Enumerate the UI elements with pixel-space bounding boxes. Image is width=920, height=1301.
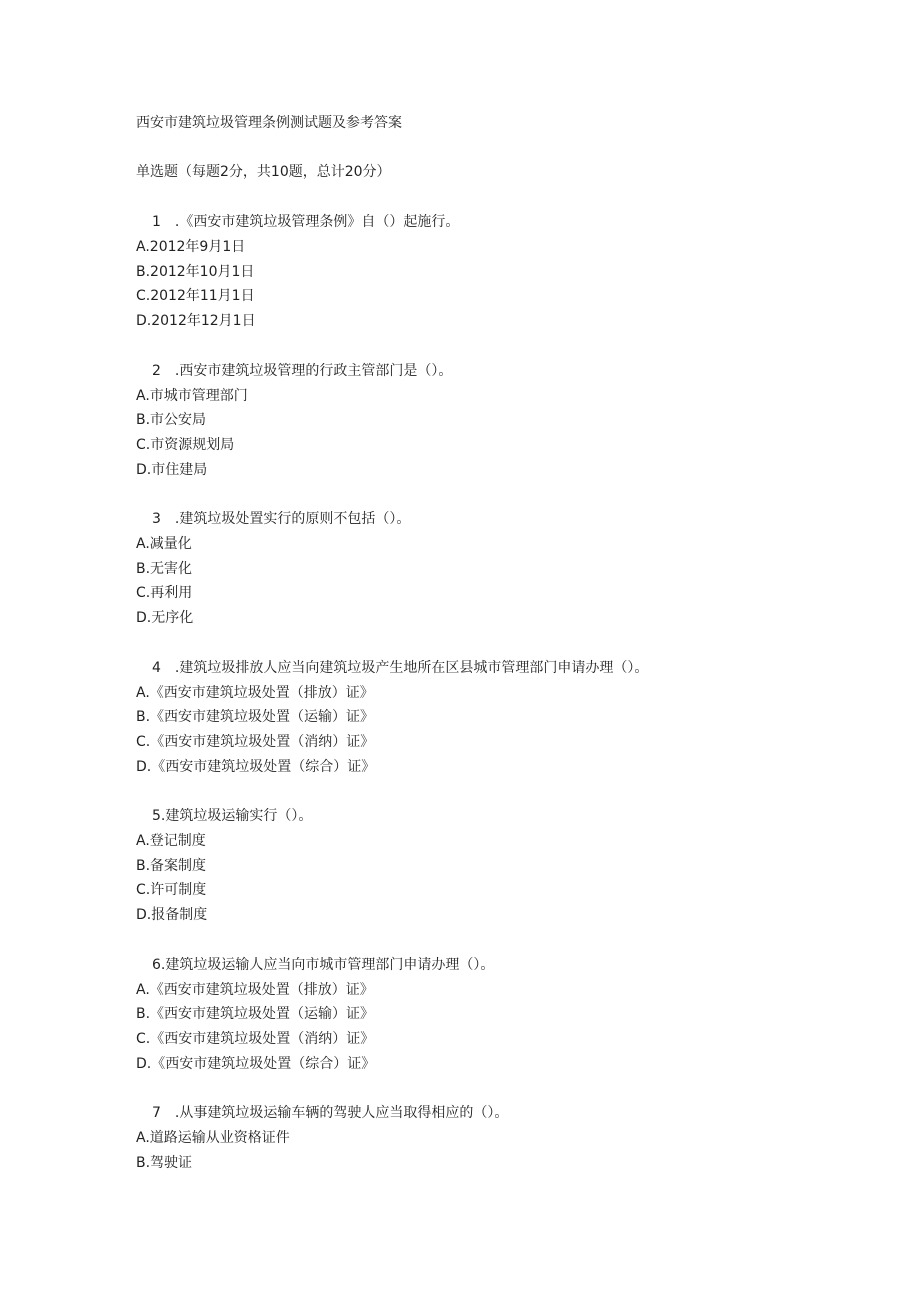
question-stem: 1 .《西安市建筑垃圾管理条例》自（）起施行。 — [152, 214, 460, 230]
question-option: D.《西安市建筑垃圾处置（综合）证》 — [136, 1055, 376, 1072]
question-option: D.报备制度 — [136, 907, 208, 924]
question-option: A.道路运输从业资格证件 — [136, 1130, 290, 1146]
question-stem: 5.建筑垃圾运输实行（）。 — [152, 808, 313, 824]
question-stem: 2 .西安市建筑垃圾管理的行政主管部门是（）。 — [152, 362, 453, 379]
question-option: B.无害化 — [136, 560, 193, 577]
question-option: C.市资源规划局 — [136, 436, 235, 453]
question-option: C.《西安市建筑垃圾处置（消纳）证》 — [136, 733, 375, 750]
question-option: A.《西安市建筑垃圾处置（排放）证》 — [136, 981, 374, 998]
question-option: D.无序化 — [136, 610, 194, 627]
question-option: A.2012年9月1日 — [136, 239, 246, 255]
question-option: A.登记制度 — [136, 833, 206, 849]
document-title: 西安市建筑垃圾管理条例测试题及参考答案 — [136, 115, 402, 131]
question-option: B.驾驶证 — [136, 1154, 193, 1171]
question-option: B.市公安局 — [136, 412, 207, 429]
question-option: A.减量化 — [136, 536, 192, 552]
question-option: A.《西安市建筑垃圾处置（排放）证》 — [136, 684, 374, 701]
question-option: D.市住建局 — [136, 461, 208, 478]
question-option: B.《西安市建筑垃圾处置（运输）证》 — [136, 1006, 375, 1023]
question-option: C.《西安市建筑垃圾处置（消纳）证》 — [136, 1030, 375, 1047]
question-stem: 7 .从事建筑垃圾运输车辆的驾驶人应当取得相应的（）。 — [152, 1105, 509, 1121]
question-option: B.备案制度 — [136, 857, 207, 874]
question-option: B.2012年10月1日 — [136, 263, 255, 280]
question-option: D.《西安市建筑垃圾处置（综合）证》 — [136, 758, 376, 775]
question-stem: 4 .建筑垃圾排放人应当向建筑垃圾产生地所在区县城市管理部门申请办理（）。 — [152, 659, 649, 676]
question-option: A.市城市管理部门 — [136, 387, 248, 404]
question-option: C.许可制度 — [136, 882, 207, 899]
question-stem: 6.建筑垃圾运输人应当向市城市管理部门申请办理（）。 — [152, 956, 495, 973]
question-stem: 3 .建筑垃圾处置实行的原则不包括（）。 — [152, 511, 411, 527]
question-option: B.《西安市建筑垃圾处置（运输）证》 — [136, 709, 375, 726]
question-option: C.再利用 — [136, 585, 193, 602]
section-heading: 单选题（每题2分，共10题，总计20分） — [136, 164, 391, 180]
question-option: C.2012年11月1日 — [136, 288, 255, 305]
question-option: D.2012年12月1日 — [136, 313, 256, 330]
